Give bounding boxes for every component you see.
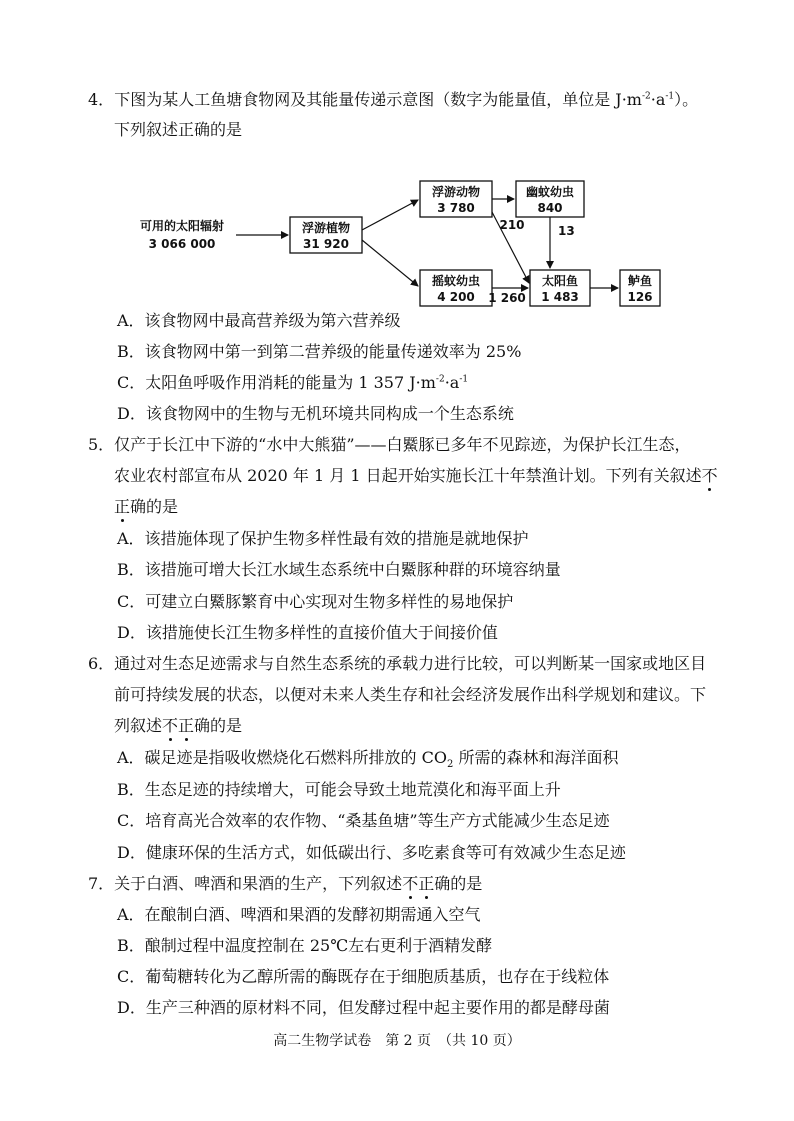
q7-option-d: D．生产三种酒的原材料不同，但发酵过程中起主要作用的都是酵母菌 [117, 998, 610, 1017]
edge-label-yaowen-sunfish: 1 260 [488, 291, 526, 305]
q5-line2 [114, 466, 718, 486]
zoo-value: 3 780 [437, 201, 475, 215]
q4-option-c [117, 373, 468, 393]
youwen-value: 840 [537, 201, 563, 215]
arrow-phyto-to-zoo [362, 200, 418, 230]
q7-option-a: A．在酿制白酒、啤酒和果酒的发酵初期需通入空气 [117, 905, 481, 924]
zoo-name: 浮游动物 [431, 185, 481, 199]
q5-line2-text: 农业农村部宣布从 2020 年 1 月 1 日起开始实施长江十年禁渔计划。下列有关叙述 [114, 466, 702, 485]
q6-line3-end: 确的是 [194, 716, 243, 735]
yaowen-value: 4 200 [437, 290, 475, 304]
phyto-value: 31 920 [303, 237, 349, 251]
source-value: 3 066 000 [148, 237, 216, 251]
q6-line3 [114, 716, 242, 736]
q6-option-b: B．生态足迹的持续增大，可能会导致土地荒漠化和海平面上升 [117, 780, 561, 799]
q5-emphasis-zheng: 正 [114, 497, 131, 516]
q6-option-a-subscript: 2 [447, 759, 454, 771]
perch-value: 126 [627, 290, 653, 304]
q4-option-c-exp1: -2 [435, 374, 445, 385]
q6-line1: 6．通过对生态足迹需求与自然生态系统的承载力进行比较，可以判断某一国家或地区目 [88, 654, 707, 673]
page-footer: 高二生物学试卷 第 2 页 （共 10 页） [273, 1033, 521, 1049]
q4-stem-end: ）。 [674, 90, 699, 109]
q4-option-c-a: ·a [444, 373, 460, 392]
q6-emphasis-bu: 不 [162, 716, 179, 735]
q7-option-c: C．葡萄糖转化为乙醇所需的酶既存在于细胞质基质，也存在于线粒体 [117, 967, 610, 986]
q6-option-a [117, 748, 619, 771]
q5-line3-text: 确的是 [130, 497, 179, 516]
q5-option-d: D．该措施使长江生物多样性的直接价值大于间接价值 [117, 623, 498, 642]
youwen-name: 幽蚊幼虫 [525, 185, 575, 199]
perch-name: 鲈鱼 [627, 274, 653, 288]
q6-line3-text: 列叙述 [114, 716, 163, 735]
q4-option-d: D．该食物网中的生物与无机环境共同构成一个生态系统 [117, 404, 514, 423]
q6-option-a-end: 所需的森林和海洋面积 [453, 748, 619, 767]
q4-option-c-exp2: -1 [459, 374, 469, 385]
phyto-name: 浮游植物 [301, 221, 351, 235]
sunfish-name: 太阳鱼 [541, 274, 579, 288]
q4-number: 4． [88, 90, 115, 109]
q6-option-a-text: A．碳足迹是指吸收燃烧化石燃料所排放的 CO [117, 748, 448, 767]
food-web-diagram [0, 0, 794, 330]
edge-label-youwen-sunfish: 13 [558, 224, 575, 238]
arrow-phyto-to-yaowen [362, 240, 418, 286]
q4-stem-text: 下图为某人工鱼塘食物网及其能量传递示意图（数字为能量值，单位是 J·m [114, 90, 642, 109]
q4-unit-exp2: -1 [665, 91, 675, 102]
q4-line2: 下列叙述正确的是 [114, 120, 243, 139]
q5-option-b: B．该措施可增大长江水域生态系统中白鱀豚种群的环境容纳量 [117, 560, 561, 579]
q6-option-c: C．培育高光合效率的农作物、“桑基鱼塘”等生产方式能减少生态足迹 [117, 811, 610, 830]
q7-line1-end: 确的是 [434, 874, 483, 893]
yaowen-name: 摇蚊幼虫 [431, 274, 481, 288]
edge-label-zoo-sunfish: 210 [499, 218, 525, 232]
q4-option-a: A．该食物网中最高营养级为第六营养级 [117, 311, 401, 330]
q7-option-b: B．酿制过程中温度控制在 25℃左右更利于酒精发酵 [117, 936, 493, 955]
q5-line3 [114, 497, 178, 517]
q5-option-a: A．该措施体现了保护生物多样性最有效的措施是就地保护 [117, 529, 529, 548]
q7-line1-text: 7．关于白酒、啤酒和果酒的生产，下列叙述 [88, 874, 403, 893]
q4-option-b: B．该食物网中第一到第二营养级的能量传递效率为 25% [117, 342, 522, 361]
q6-line2: 前可持续发展的状态，以便对未来人类生存和社会经济发展作出科学规划和建议。下 [114, 685, 707, 704]
q5-line1: 5．仅产于长江中下游的“水中大熊猫”——白鱀豚已多年不见踪迹，为保护长江生态， [88, 435, 691, 454]
q7-emphasis-bu: 不 [402, 874, 419, 893]
q7-emphasis-zheng: 正 [418, 874, 435, 893]
sunfish-value: 1 483 [541, 290, 579, 304]
q6-option-d: D．健康环保的生活方式，如低碳出行、多吃素食等可有效减少生态足迹 [117, 843, 626, 862]
q4-option-c-text: C．太阳鱼呼吸作用消耗的能量为 1 357 J·m [117, 373, 436, 392]
source-label: 可用的太阳辐射 [139, 219, 225, 233]
q7-line1 [88, 874, 482, 894]
q4-unit-a: ·a [650, 90, 666, 109]
q6-emphasis-zheng: 正 [178, 716, 195, 735]
q5-option-c: C．可建立白鱀豚繁育中心实现对生物多样性的易地保护 [117, 592, 514, 611]
q4-unit-exp1: -2 [641, 91, 651, 102]
q5-emphasis-bu: 不 [701, 466, 718, 485]
